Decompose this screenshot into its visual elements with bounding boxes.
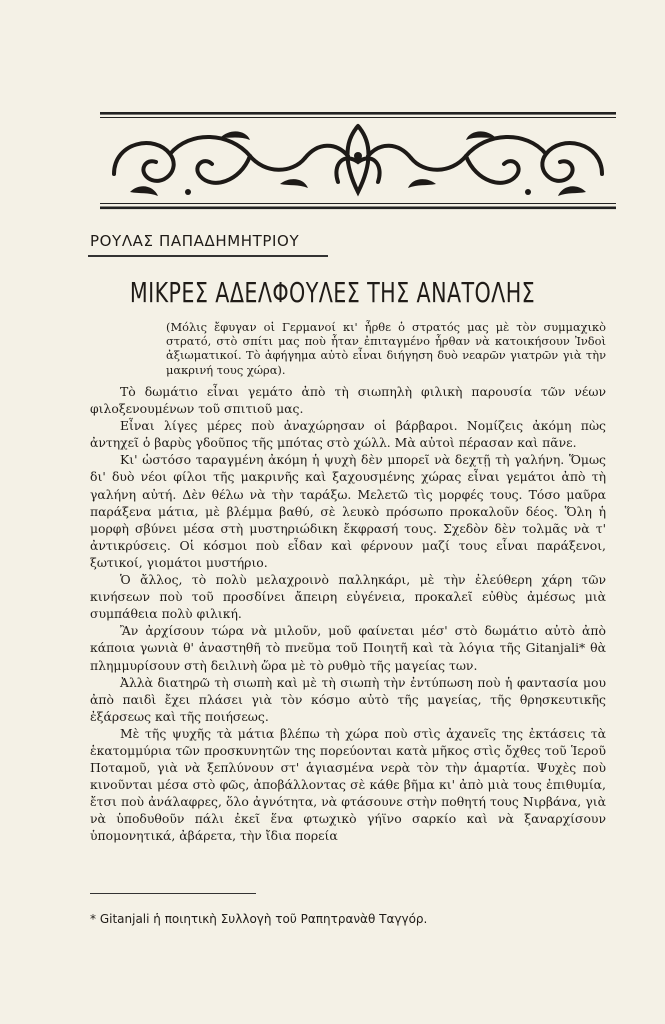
intro-note: (Μόλις ἔφυγαν οἱ Γερμανοί κι' ἦρθε ὁ στρατός μας μὲ τὸν συμμαχικὸ στρατό, στὸ σπίτι μας ποὺ ἦταν ἐπιταγμένο ἦρθαν νὰ κατοικήσουν Ἰνδοὶ ἀξιωματικοί. Τὸ ἀφήγημα αὐτὸ εἶναι διήγηση δυὸ νεαρῶν γιατρῶν γιὰ τὴν μακρινή τους χώρα). xyxy=(166,320,606,377)
author-underline xyxy=(88,255,328,257)
paragraph: Ἀλλὰ διατηρῶ τὴ σιωπὴ καὶ μὲ τὴ σιωπὴ τὴν ἐντύπωση ποὺ ἡ φαντασία μου ἀπὸ παιδὶ ἔχει πλάσει γιὰ τὸν κόσμο αὐτὸ τῆς μαγείας, τῆς θρησκευτικῆς ἐξάρσεως καὶ τῆς ποιήσεως. xyxy=(90,674,606,724)
paragraph: Εἶναι λίγες μέρες ποὺ ἀναχώρησαν οἱ βάρβαροι. Νομίζεις ἀκόμη πὼς ἀντηχεῖ ὁ βαρὺς γδοῦπος τῆς μπότας στὸ χώλλ. Μὰ αὐτοὶ πέρασαν καὶ πᾶνε. xyxy=(90,418,606,451)
author-name: ΡΟΥΛΑΣ ΠΑΠΑΔΗΜΗΤΡΙΟΥ xyxy=(90,232,300,250)
decorative-header-ornament xyxy=(100,112,616,210)
article-body xyxy=(90,383,606,845)
paragraph: Ἂν ἀρχίσουν τώρα νὰ μιλοῦν, μοῦ φαίνεται μέσ' στὸ δωμάτιο αὐτὸ ἀπὸ κάποια γωνιὰ θ' ἀναστηθῆ τὸ πνεῦμα τοῦ Ποιητῆ καὶ τὰ λόγια τῆς Gitanjali* θὰ πλημμυρίσουν στὴ δειλινὴ ὥρα μὲ τὸ ρυθμὸ τῆς μαγείας των. xyxy=(90,623,606,673)
footnote: * Gitanjali ἡ ποιητικὴ Συλλογὴ τοῦ Ραπητρανὰθ Ταγγόρ. xyxy=(90,912,428,926)
paragraph: Κι' ὡστόσο ταραγμένη ἀκόμη ἡ ψυχὴ δὲν μπορεῖ νὰ δεχτῇ τὴ γαλήνη. Ὅμως δι' δυὸ νέοι φίλοι τῆς μακρινῆς καὶ ξαχουσμένης χώρας εἶναι γεμάτοι ἀπὸ τὴ γαλήνη αὐτή. Δὲν θέλω νὰ τὴν ταράξω. Μελετῶ τὶς μορφές τους. Τόσο μαῦρα παράξενα μάτια, μὲ βλέμμα βαθύ, σὲ λευκὸ πρόσωπο προκαλοῦν δέος. Ὅλη ἡ μορφὴ σβύνει μέσα στὴ μυστηριώδικη ἔκφρασή τους. Σχεδὸν δὲν τολμᾶς νὰ τ' ἀντικρύσεις. Οἱ κόσμοι ποὺ εἶδαν καὶ φέρνουν μαζί τους εἶναι παράξενοι, ξωτικοί, γιομάτοι μυστήριο. xyxy=(90,452,606,570)
paragraph: Τὸ δωμάτιο εἶναι γεμάτο ἀπὸ τὴ σιωπηλὴ φιλικὴ παρουσία τῶν νέων φιλοξενουμένων τοῦ σπιτιοῦ μας. xyxy=(90,384,606,417)
article-title: ΜΙΚΡΕΣ ΑΔΕΛΦΟΥΛΕΣ ΤΗΣ ΑΝΑΤΟΛΗΣ xyxy=(129,276,536,309)
paragraph: Ὁ ἄλλος, τὸ πολὺ μελαχροινὸ παλληκάρι, μὲ τὴν ἐλεύθερη χάρη τῶν κινήσεων ποὺ τοῦ προσδίνει ἄπειρη εὐγένεια, προκαλεῖ εὐθὺς ἀμέσως μιὰ συμπάθεια πολὺ φιλική. xyxy=(90,572,606,622)
paragraph: Μὲ τῆς ψυχῆς τὰ μάτια βλέπω τὴ χώρα ποὺ στὶς ἀχανεῖς της ἐκτάσεις τὰ ἑκατομμύρια τῶν προσκυνητῶν της πορεύονται κατὰ μῆκος στὶς ὄχθες τοῦ Ἱεροῦ Ποταμοῦ, γιὰ νὰ ξεπλύνουν στ' ἁγιασμένα νερὰ τὸν τὴν ἁμαρτία. Ψυχὲς ποὺ κινοῦνται μέσα στὸ φῶς, ἀποβάλλοντας σὲ κάθε βῆμα κι' ἀπὸ μιὰ τους ἐπιθυμία, ἔτσι ποὺ ἀνάλαφρες, ὅλο ἀγνότητα, νὰ φτάσουνε στὴν ποθητή τους Νιρβάνα, γιὰ νὰ ὑποδυθοῦν πάλι ἐκεῖ ἕνα φτωχικὸ γήϊνο σαρκίο καὶ νὰ ξαναρχίσουν ὑπομονητικά, ἀβάρετα, τὴν ἴδια πορεία xyxy=(90,725,606,844)
footnote-divider xyxy=(90,893,256,894)
